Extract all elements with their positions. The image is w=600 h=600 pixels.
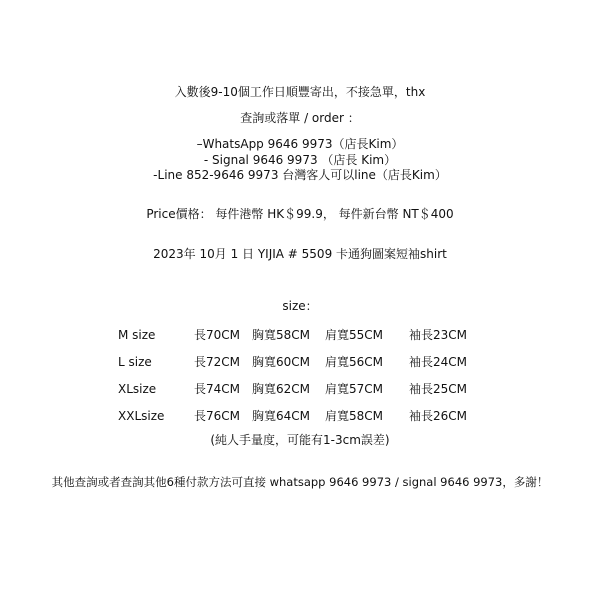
sleeve-value: 袖長24CM bbox=[409, 355, 468, 369]
sleeve-value: 袖長26CM bbox=[409, 409, 468, 423]
footer-contact: 其他查詢或者查詢其他6種付款方法可直接 whatsapp 9646 9973 / signal 9646 9973，多謝！ bbox=[51, 475, 549, 489]
chest-value: 胸寬60CM bbox=[252, 355, 311, 369]
product-info: 2023年 10月 1 日 YIJIA # 5509 卡通狗圖案短袖shirt bbox=[153, 247, 447, 261]
chest-value: 胸寬58CM bbox=[252, 328, 311, 342]
size-label: XLsize bbox=[118, 382, 157, 396]
shoulder-value: 肩寬55CM bbox=[325, 328, 384, 342]
chest-value: 胸寬62CM bbox=[252, 382, 311, 396]
shoulder-value: 肩寬56CM bbox=[325, 355, 384, 369]
contact-title: 查詢或落單 / order ： bbox=[240, 111, 360, 125]
shoulder-value: 肩寬58CM bbox=[325, 409, 384, 423]
size-row bbox=[0, 327, 600, 343]
length-value: 長76CM bbox=[194, 409, 241, 423]
length-value: 長74CM bbox=[194, 382, 241, 396]
measurement-note: (純人手量度，可能有1-3cm誤差) bbox=[210, 433, 390, 447]
contact-whatsapp: –WhatsApp 9646 9973（店長Kim） bbox=[196, 137, 404, 151]
length-value: 長70CM bbox=[194, 328, 241, 342]
size-label: L size bbox=[118, 355, 152, 369]
size-row bbox=[0, 408, 600, 424]
sleeve-value: 袖長25CM bbox=[409, 382, 468, 396]
size-row bbox=[0, 354, 600, 370]
shipping-notice: 入數後9-10個工作日順豐寄出，不接急單，thx bbox=[174, 85, 426, 99]
length-value: 長72CM bbox=[194, 355, 241, 369]
shoulder-value: 肩寬57CM bbox=[325, 382, 384, 396]
chest-value: 胸寬64CM bbox=[252, 409, 311, 423]
contact-signal: - Signal 9646 9973 （店長 Kim） bbox=[203, 153, 397, 167]
price-text: Price價格： 每件港幣 HK＄99.9， 每件新台幣 NT＄400 bbox=[146, 207, 454, 221]
size-label: M size bbox=[118, 328, 156, 342]
sleeve-value: 袖長23CM bbox=[409, 328, 468, 342]
size-row bbox=[0, 381, 600, 397]
size-title: size： bbox=[282, 299, 318, 313]
contact-line: -Line 852-9646 9973 台灣客人可以line（店長Kim） bbox=[153, 168, 447, 182]
size-label: XXLsize bbox=[118, 409, 165, 423]
